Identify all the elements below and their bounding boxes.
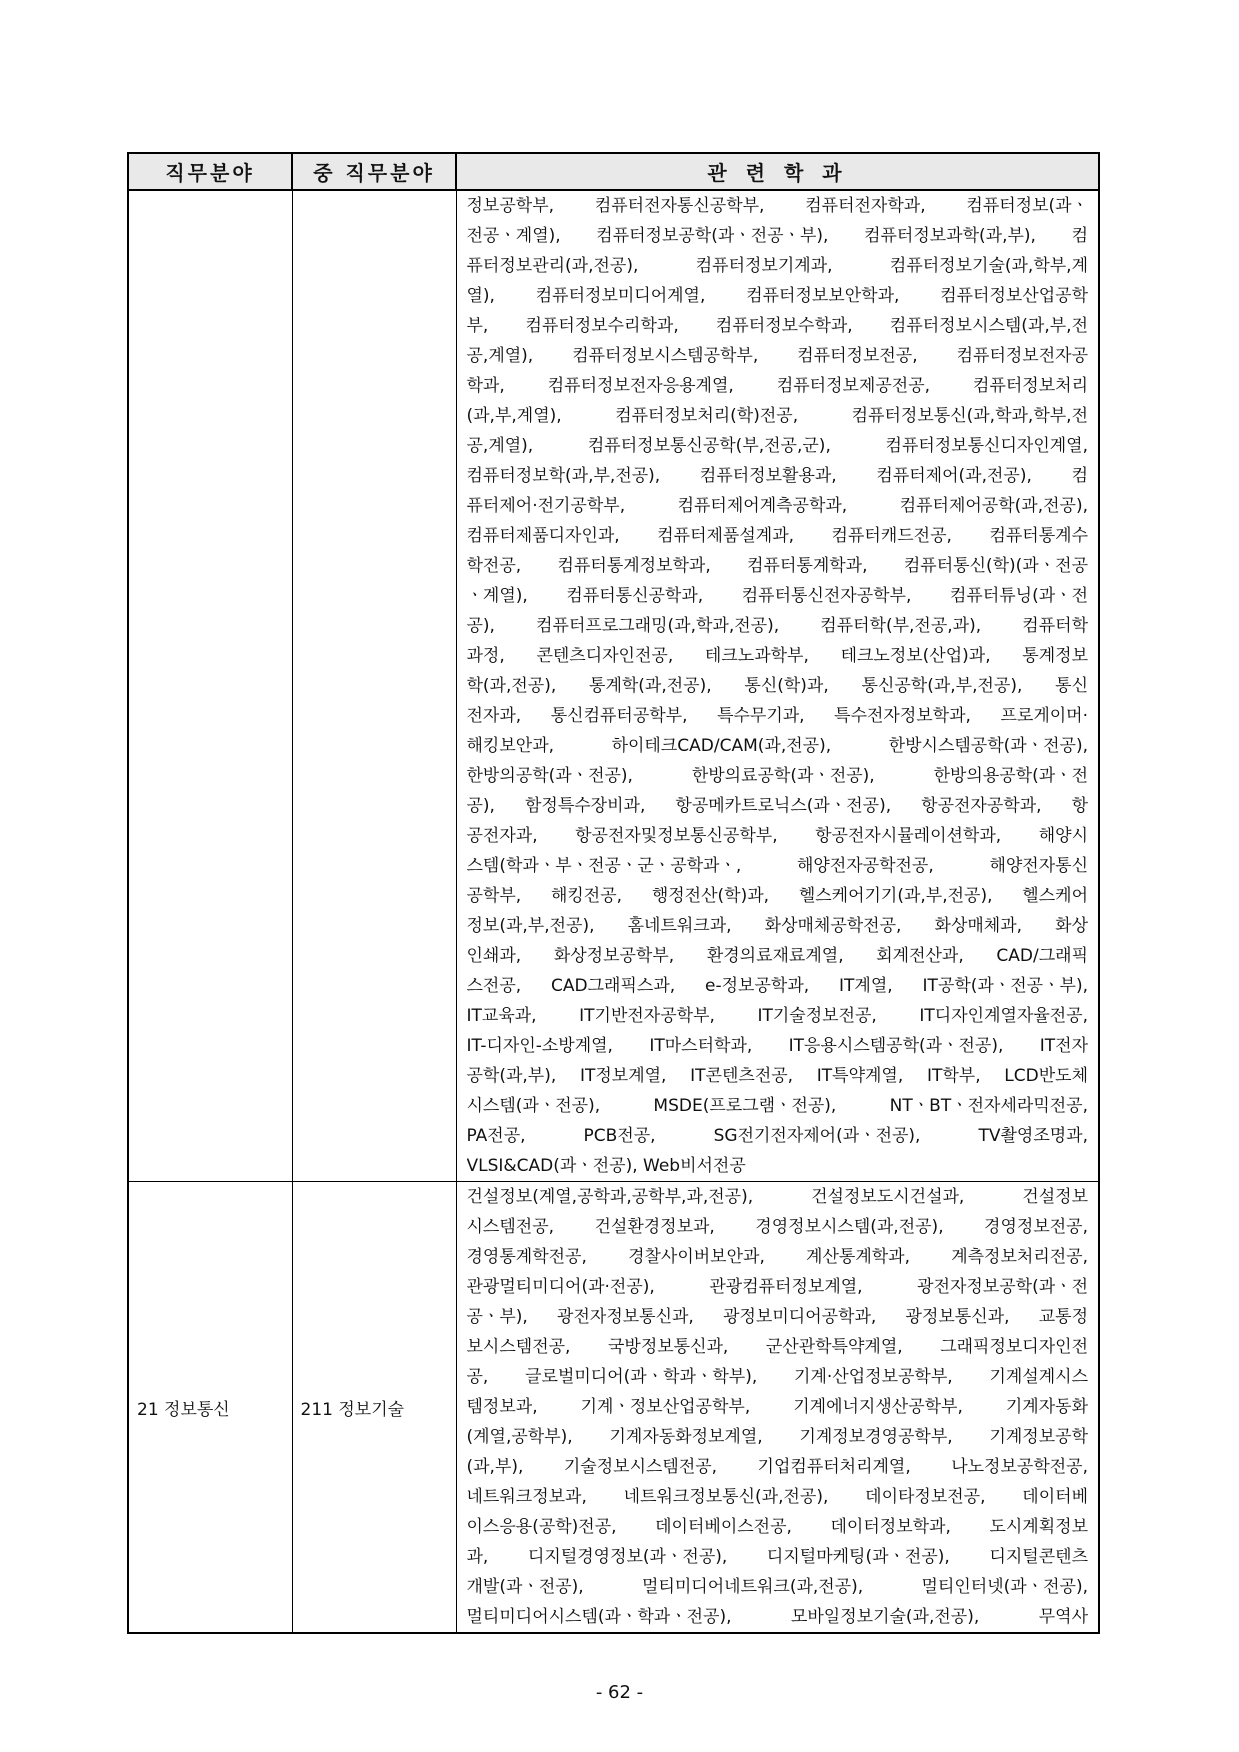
department-line: 전공ㆍ계열), 컴퓨터정보공학(과ㆍ전공ㆍ부), 컴퓨터정보과학(과,부), 컴 <box>466 226 1088 246</box>
department-line: 컴퓨터정보학(과,부,전공), 컴퓨터정보활용과, 컴퓨터제어(과,전공), 컴 <box>466 466 1088 486</box>
department-line: 템정보과, 기계ㆍ정보산업공학부, 기계에너지생산공학부, 기계자동화 <box>466 1397 1088 1417</box>
job-field-cell <box>128 190 292 1182</box>
table-row <box>128 190 1099 1182</box>
department-line: 건설정보(계열,공학과,공학부,과,전공), 건설정보도시건설과, 건설정보 <box>466 1187 1088 1207</box>
department-line: 멀티미디어시스템(과ㆍ학과ㆍ전공), 모바일정보기술(과,전공), 무역사 <box>466 1607 1088 1627</box>
department-line: PA전공, PCB전공, SG전기전자제어(과ㆍ전공), TV촬영조명과, <box>466 1126 1088 1146</box>
department-line: 전자과, 통신컴퓨터공학부, 특수무기과, 특수전자정보학과, 프로게이머· <box>466 706 1088 726</box>
related-departments-cell <box>456 190 1099 1182</box>
department-line: 퓨터제어·전기공학부, 컴퓨터제어계측공학과, 컴퓨터제어공학(과,전공), <box>466 496 1088 516</box>
department-line: 공), 함정특수장비과, 항공메카트로닉스(과ㆍ전공), 항공전자공학과, 항 <box>466 796 1088 816</box>
department-line: 시스템전공, 건설환경정보과, 경영정보시스템(과,전공), 경영정보전공, <box>466 1217 1088 1237</box>
department-line: 학과, 컴퓨터정보전자응용계열, 컴퓨터정보제공전공, 컴퓨터정보처리 <box>466 376 1088 396</box>
department-line: 공ㆍ부), 광전자정보통신과, 광정보미디어공학과, 광정보통신과, 교통정 <box>466 1307 1088 1327</box>
department-line: 공학부, 해킹전공, 행정전산(학)과, 헬스케어기기(과,부,전공), 헬스케어 <box>466 886 1088 906</box>
department-line: IT교육과, IT기반전자공학부, IT기술정보전공, IT디자인계열자율전공, <box>466 1006 1088 1026</box>
department-table <box>127 152 1100 1634</box>
department-line: 한방의공학(과ㆍ전공), 한방의료공학(과ㆍ전공), 한방의용공학(과ㆍ전 <box>466 766 1088 786</box>
department-line: 학전공, 컴퓨터통계정보학과, 컴퓨터통계학과, 컴퓨터통신(학)(과ㆍ전공 <box>466 556 1088 576</box>
department-line: 관광멀티미디어(과·전공), 관광컴퓨터정보계열, 광전자정보공학(과ㆍ전 <box>466 1277 1088 1297</box>
department-line: 공,계열), 컴퓨터정보통신공학(부,전공,군), 컴퓨터정보통신디자인계열, <box>466 436 1088 456</box>
department-line: 개발(과ㆍ전공), 멀티미디어네트워크(과,전공), 멀티인터넷(과ㆍ전공), <box>466 1577 1088 1597</box>
department-line: 공,계열), 컴퓨터정보시스템공학부, 컴퓨터정보전공, 컴퓨터정보전자공 <box>466 346 1088 366</box>
department-line: IT-디자인-소방계열, IT마스터학과, IT응용시스템공학(과ㆍ전공), IT전자 <box>466 1036 1088 1056</box>
related-departments-cell <box>456 1182 1099 1634</box>
header-row <box>128 153 1099 190</box>
department-line: ㆍ계열), 컴퓨터통신공학과, 컴퓨터통신전자공학부, 컴퓨터튜닝(과ㆍ전 <box>466 586 1088 606</box>
department-line: 퓨터정보관리(과,전공), 컴퓨터정보기계과, 컴퓨터정보기술(과,학부,계 <box>466 256 1088 276</box>
department-line: 과, 디지털경영정보(과ㆍ전공), 디지털마케팅(과ㆍ전공), 디지털콘텐츠 <box>466 1547 1088 1567</box>
header-job-field: 직무분야 <box>128 153 292 190</box>
department-line: 공학(과,부), IT정보계열, IT콘텐츠전공, IT특약계열, IT학부, LCD반도체 <box>466 1066 1088 1086</box>
table-row <box>128 1182 1099 1634</box>
department-line: 과정, 콘텐츠디자인전공, 테크노과학부, 테크노정보(산업)과, 통계정보 <box>466 646 1088 666</box>
department-line: VLSI&CAD(과ㆍ전공), Web비서전공 <box>466 1156 746 1176</box>
job-field-cell: 21 정보통신 <box>128 1182 292 1634</box>
department-line: 공, 글로벌미디어(과ㆍ학과ㆍ학부), 기계·산업정보공학부, 기계설계시스 <box>466 1367 1088 1387</box>
department-line: 스템(학과ㆍ부ㆍ전공ㆍ군ㆍ공학과ㆍ, 해양전자공학전공, 해양전자통신 <box>466 856 1088 876</box>
header-sub-field: 중 직무분야 <box>292 153 456 190</box>
department-line: 스전공, CAD그래픽스과, e-정보공학과, IT계열, IT공학(과ㆍ전공ㆍ부), <box>466 976 1088 996</box>
department-line: 보시스템전공, 국방정보통신과, 군산관학특약계열, 그래픽정보디자인전 <box>466 1337 1088 1357</box>
department-line: 경영통계학전공, 경찰사이버보안과, 계산통계학과, 계측정보처리전공, <box>466 1247 1088 1267</box>
department-line: (과,부), 기술정보시스템전공, 기업컴퓨터처리계열, 나노정보공학전공, <box>466 1457 1088 1477</box>
department-line: 네트워크정보과, 네트워크정보통신(과,전공), 데이타정보전공, 데이터베 <box>466 1487 1088 1507</box>
sub-field-cell <box>292 190 456 1182</box>
department-line: 시스템(과ㆍ전공), MSDE(프로그램ㆍ전공), NTㆍBTㆍ전자세라믹전공, <box>466 1096 1088 1116</box>
department-line: 해킹보안과, 하이테크CAD/CAM(과,전공), 한방시스템공학(과ㆍ전공), <box>466 736 1088 756</box>
department-line: 공전자과, 항공전자및정보통신공학부, 항공전자시뮬레이션학과, 해양시 <box>466 826 1088 846</box>
sub-field-cell: 211 정보기술 <box>292 1182 456 1634</box>
department-line: 열), 컴퓨터정보미디어계열, 컴퓨터정보보안학과, 컴퓨터정보산업공학 <box>466 286 1088 306</box>
department-line: 학(과,전공), 통계학(과,전공), 통신(학)과, 통신공학(과,부,전공), 통신 <box>466 676 1088 696</box>
department-line: 인쇄과, 화상정보공학부, 환경의료재료계열, 회계전산과, CAD/그래픽 <box>466 946 1088 966</box>
department-line: (과,부,계열), 컴퓨터정보처리(학)전공, 컴퓨터정보통신(과,학과,학부,전 <box>466 406 1088 426</box>
department-line: 공), 컴퓨터프로그래밍(과,학과,전공), 컴퓨터학(부,전공,과), 컴퓨터학 <box>466 616 1088 636</box>
department-line: 이스응용(공학)전공, 데이터베이스전공, 데이터정보학과, 도시계획정보 <box>466 1517 1088 1537</box>
department-line: 부, 컴퓨터정보수리학과, 컴퓨터정보수학과, 컴퓨터정보시스템(과,부,전 <box>466 316 1088 336</box>
department-line: 컴퓨터제품디자인과, 컴퓨터제품설계과, 컴퓨터캐드전공, 컴퓨터통계수 <box>466 526 1088 546</box>
department-line: 정보(과,부,전공), 홈네트워크과, 화상매체공학전공, 화상매체과, 화상 <box>466 916 1088 936</box>
page-number: - 62 - <box>595 1682 644 1703</box>
department-line: 정보공학부, 컴퓨터전자통신공학부, 컴퓨터전자학과, 컴퓨터정보(과ㆍ <box>466 196 1088 216</box>
department-line: (계열,공학부), 기계자동화정보계열, 기계정보경영공학부, 기계정보공학 <box>466 1427 1088 1447</box>
header-related-departments: 관 련 학 과 <box>456 153 1099 190</box>
